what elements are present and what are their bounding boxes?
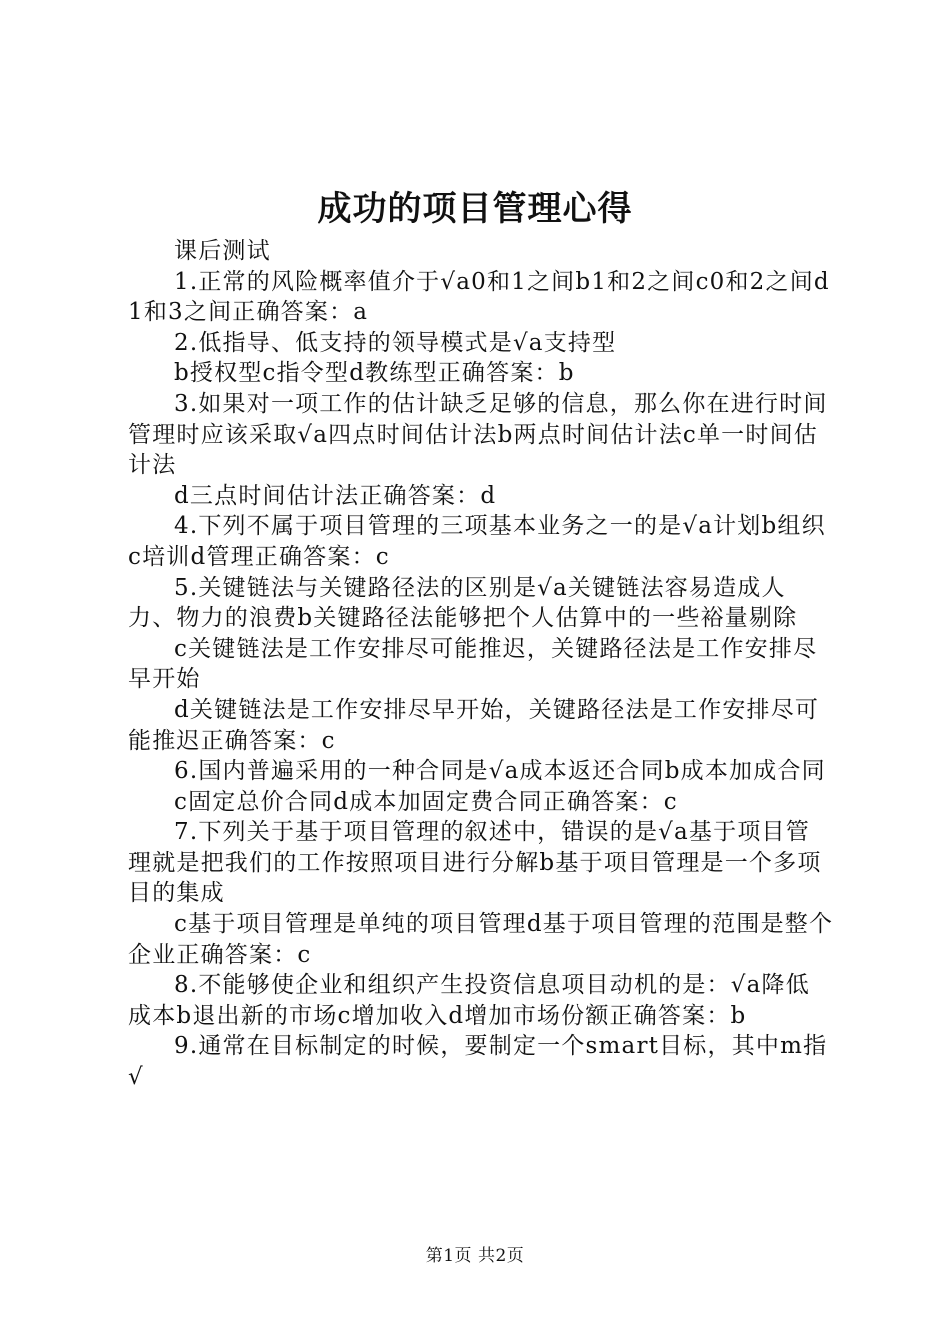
- paragraph-question-6: 6.国内普遍采用的一种合同是√a成本返还合同b成本加成合同: [174, 758, 826, 785]
- paragraph-question-8: 8.不能够使企业和组织产生投资信息项目动机的是：√a降低成本b退出新的市场c增加收入d增加市场份额正确答案：b: [128, 972, 810, 1029]
- paragraph-question-7-options: c基于项目管理是单纯的项目管理d基于项目管理的范围是整个企业正确答案：c: [128, 911, 834, 968]
- paragraph-question-5-option-c: c关键链法是工作安排尽可能推迟，关键路径法是工作安排尽早开始: [128, 635, 818, 693]
- paragraph-question-5-option-d: d关键链法是工作安排尽早开始，关键路径法是工作安排尽可能推迟正确答案：c: [128, 696, 820, 754]
- paragraph-question-3: 3.如果对一项工作的估计缺乏足够的信息，那么你在进行时间管理时应该采取√a四点时间估计法b两点时间估计法c单一时间估计法: [128, 390, 828, 479]
- document-title: 成功的项目管理心得: [317, 189, 633, 229]
- paragraph-section-heading: 课后测试: [174, 238, 271, 264]
- paragraph-question-3-options: d三点时间估计法正确答案：d: [174, 482, 497, 509]
- paragraph-question-2-options: b授权型c指令型d教练型正确答案：b: [174, 360, 575, 387]
- paragraph-question-5: 5.关键链法与关键路径法的区别是√a关键链法容易造成人力、物力的浪费b关键路径法能够把个人估算中的一些裕量剔除: [128, 574, 798, 632]
- paragraph-question-7: 7.下列关于基于项目管理的叙述中，错误的是√a基于项目管理就是把我们的工作按照项目进行分解b基于项目管理是一个多项目的集成: [128, 819, 822, 907]
- document-body: [128, 236, 834, 1093]
- page-footer: 第1页 共2页: [425, 1246, 525, 1266]
- paragraph-question-2: 2.低指导、低支持的领导模式是√a支持型: [174, 329, 617, 356]
- paragraph-question-4: 4.下列不属于项目管理的三项基本业务之一的是√a计划b组织c培训d管理正确答案：c: [128, 513, 826, 570]
- paragraph-question-9: 9.通常在目标制定的时候，要制定一个smart目标，其中m指√: [128, 1033, 828, 1091]
- paragraph-question-6-options: c固定总价合同d成本加固定费合同正确答案：c: [174, 788, 678, 815]
- paragraph-question-1: 1.正常的风险概率值介于√a0和1之间b1和2之间c0和2之间d1和3之间正确答案：a: [128, 268, 830, 326]
